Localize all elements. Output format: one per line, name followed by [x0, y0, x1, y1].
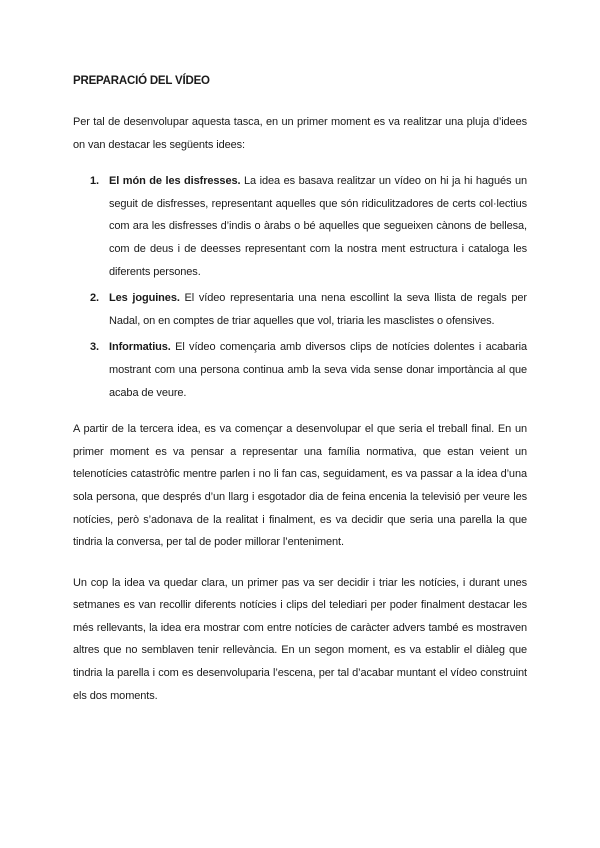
- document-page: [73, 73, 527, 725]
- idea-text: El vídeo representaria una nena escollint la seva llista de regals per Nadal, on en comptes de triar aquelles que vol, triaria les masclistes o ofensives.: [109, 292, 527, 327]
- body-paragraph-2: A partir de la tercera idea, es va començar a desenvolupar el que seria el treball final. En un primer moment es va pensar a representar una família normativa, que estan veient un telenotícies catastròfic mentre parlen i no li fan cas, seguidament, es va passar a la idea d’una sola persona, que després d’un llarg i esgotador dia de feina encenia la televisió per veure les notícies, però s’adonava de la realitat i finalment, es va decidir que seria una parella la que tindria la conversa, per tal de poder millorar l’enteniment.: [73, 423, 527, 549]
- idea-heading: El món de les disfresses.: [109, 175, 241, 188]
- ideas-list: [73, 170, 527, 404]
- body-paragraph-3: Un cop la idea va quedar clara, un primer pas va ser decidir i triar les notícies, i durant unes setmanes es van recollir diferents notícies i clips del telediari per poder finalment destacar les més rellevants, la idea era mostrar com entre notícies de caràcter advers també es mostraven altres que no semblaven tenir rellevància. En un segon moment, es va establir el diàleg que tindria la parella i com es desenvoluparia l’escena, per tal d’acabar muntant el vídeo construint els dos moments.: [73, 576, 527, 702]
- idea-number: 3.: [90, 341, 99, 354]
- intro-paragraph: Per tal de desenvolupar aquesta tasca, en un primer moment es va realitzar una pluja d’idees on van destacar les següents idees:: [73, 116, 527, 151]
- idea-number: 1.: [90, 175, 99, 188]
- idea-text: La idea es basava realitzar un vídeo on hi ja hi hagués un seguit de disfresses, representant aquelles que són ridiculitzadores de certs col·lectius com ara les disfresses d’indis o àrabs o bé aquelles que segueixen cànons de bellesa, com de deus i de deesses representant com la nostra ment estructura i cataloga les diferents persones.: [109, 175, 527, 278]
- idea-heading: Informatius.: [109, 341, 171, 354]
- idea-item: [73, 336, 527, 404]
- idea-item: [73, 170, 527, 283]
- idea-number: 2.: [90, 292, 99, 305]
- idea-text: El vídeo començaria amb diversos clips de notícies dolentes i acabaria mostrant com una persona continua amb la seva vida sense donar importància al que acaba de veure.: [109, 341, 527, 399]
- idea-heading: Les joguines.: [109, 292, 180, 305]
- idea-item: [73, 287, 527, 332]
- document-title: PREPARACIÓ DEL VÍDEO: [73, 75, 210, 87]
